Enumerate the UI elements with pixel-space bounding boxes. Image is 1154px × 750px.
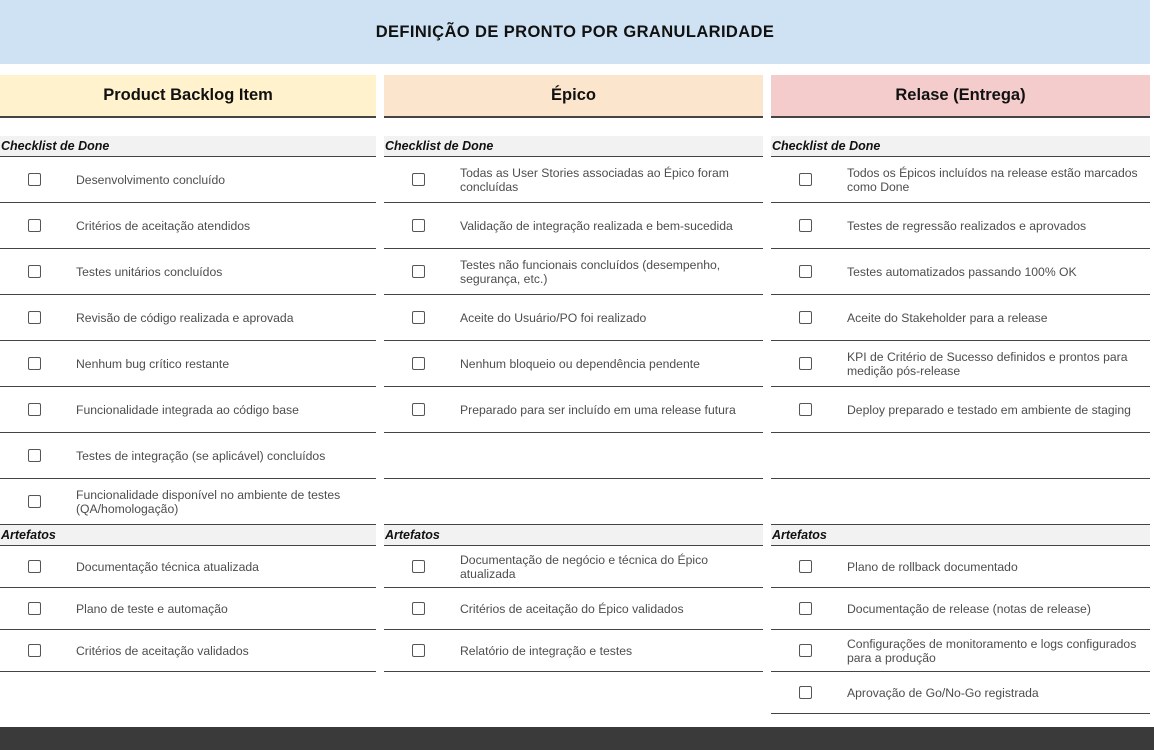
- page-title: DEFINIÇÃO DE PRONTO POR GRANULARIDADE: [375, 22, 775, 41]
- artifact-item: [771, 672, 1150, 714]
- artifact-item: [771, 546, 1150, 588]
- artifact-item: [771, 588, 1150, 630]
- item-label: Todas as User Stories associadas ao Épico foram concluídas: [460, 165, 729, 194]
- checklist-item: [384, 203, 763, 249]
- checkbox[interactable]: [412, 602, 425, 615]
- item-label: Funcionalidade integrada ao código base: [76, 402, 299, 417]
- item-label: Deploy preparado e testado em ambiente de staging: [847, 402, 1131, 417]
- empty-row: [771, 479, 1150, 525]
- checkbox[interactable]: [799, 644, 812, 657]
- item-label: Aceite do Usuário/PO foi realizado: [460, 310, 647, 325]
- empty-row: [384, 433, 763, 479]
- artifact-item: [384, 546, 763, 588]
- checklist-item: [384, 295, 763, 341]
- item-label: Testes de integração (se aplicável) concluídos: [76, 448, 326, 463]
- item-label: Testes não funcionais concluídos (desempenho, segurança, etc.): [460, 257, 721, 286]
- checkbox[interactable]: [412, 560, 425, 573]
- checkbox[interactable]: [28, 602, 41, 615]
- checkbox[interactable]: [412, 265, 425, 278]
- checklist-item: [771, 341, 1150, 387]
- section-artifacts-label: Artefatos: [384, 525, 763, 546]
- checklist-item: [384, 387, 763, 433]
- section-checklist-label: Checklist de Done: [384, 136, 763, 157]
- artifact-item: [771, 630, 1150, 672]
- column-header-epic: Épico: [384, 75, 763, 118]
- checkbox[interactable]: [28, 311, 41, 324]
- footer-bar: [0, 727, 1154, 750]
- checkbox[interactable]: [412, 357, 425, 370]
- column-epic: [384, 75, 763, 672]
- page-banner: [0, 0, 1150, 64]
- checkbox[interactable]: [799, 602, 812, 615]
- empty-row: [384, 479, 763, 525]
- section-artifacts-label: Artefatos: [771, 525, 1150, 546]
- checkbox[interactable]: [412, 403, 425, 416]
- checklist-item: [0, 433, 376, 479]
- item-label: Nenhum bloqueio ou dependência pendente: [460, 356, 700, 371]
- column-header-release: Relase (Entrega): [771, 75, 1150, 118]
- item-label: Testes de regressão realizados e aprovados: [847, 218, 1087, 233]
- section-artifacts-label: Artefatos: [0, 525, 376, 546]
- item-label: Testes unitários concluídos: [76, 264, 223, 279]
- artifact-item: [0, 630, 376, 672]
- item-label: Plano de teste e automação: [76, 601, 228, 616]
- item-label: Nenhum bug crítico restante: [76, 356, 230, 371]
- checkbox[interactable]: [799, 265, 812, 278]
- checkbox[interactable]: [799, 173, 812, 186]
- checklist-item: [384, 157, 763, 203]
- item-label: Configurações de monitoramento e logs configurados para a produção: [847, 636, 1137, 665]
- item-label: KPI de Critério de Sucesso definidos e prontos para medição pós-release: [847, 349, 1128, 378]
- checklist-item: [771, 203, 1150, 249]
- artifact-item: [384, 588, 763, 630]
- item-label: Preparado para ser incluído em uma release futura: [460, 402, 736, 417]
- empty-row: [771, 433, 1150, 479]
- checkbox[interactable]: [799, 403, 812, 416]
- checklist-item: [0, 341, 376, 387]
- column-release: [771, 75, 1150, 714]
- item-label: Aceite do Stakeholder para a release: [847, 310, 1048, 325]
- item-label: Documentação de release (notas de release): [847, 601, 1091, 616]
- checkbox[interactable]: [28, 357, 41, 370]
- artifact-item: [0, 588, 376, 630]
- checklist-item: [771, 387, 1150, 433]
- checkbox[interactable]: [28, 173, 41, 186]
- item-label: Desenvolvimento concluído: [76, 172, 226, 187]
- checklist-item: [384, 249, 763, 295]
- artifact-item: [0, 546, 376, 588]
- item-label: Critérios de aceitação atendidos: [76, 218, 251, 233]
- section-checklist-label: Checklist de Done: [0, 136, 376, 157]
- section-checklist-label: Checklist de Done: [771, 136, 1150, 157]
- checkbox[interactable]: [28, 403, 41, 416]
- checklist-item: [771, 249, 1150, 295]
- item-label: Documentação técnica atualizada: [76, 559, 259, 574]
- checklist-item: [0, 387, 376, 433]
- item-label: Todos os Épicos incluídos na release estão marcados como Done: [847, 165, 1138, 194]
- item-label: Critérios de aceitação validados: [76, 643, 249, 658]
- column-pbi: [0, 75, 376, 672]
- checkbox[interactable]: [412, 173, 425, 186]
- checklist-item: [0, 249, 376, 295]
- column-header-pbi: Product Backlog Item: [0, 75, 376, 118]
- item-label: Revisão de código realizada e aprovada: [76, 310, 294, 325]
- checkbox[interactable]: [412, 644, 425, 657]
- checkbox[interactable]: [412, 219, 425, 232]
- checkbox[interactable]: [799, 686, 812, 699]
- item-label: Relatório de integração e testes: [460, 643, 633, 658]
- checkbox[interactable]: [412, 311, 425, 324]
- checklist-item: [771, 157, 1150, 203]
- item-label: Testes automatizados passando 100% OK: [847, 264, 1077, 279]
- item-label: Validação de integração realizada e bem-sucedida: [460, 218, 733, 233]
- item-label: Plano de rollback documentado: [847, 559, 1018, 574]
- checkbox[interactable]: [799, 560, 812, 573]
- checklist-item: [0, 479, 376, 525]
- checklist-item: [384, 341, 763, 387]
- checkbox[interactable]: [28, 644, 41, 657]
- checkbox[interactable]: [799, 311, 812, 324]
- checkbox[interactable]: [28, 449, 41, 462]
- checklist-item: [0, 295, 376, 341]
- checklist-item: [771, 295, 1150, 341]
- item-label: Critérios de aceitação do Épico validados: [460, 601, 684, 616]
- item-label: Documentação de negócio e técnica do Épico atualizada: [460, 552, 708, 581]
- checkbox[interactable]: [799, 357, 812, 370]
- checkbox[interactable]: [28, 495, 41, 508]
- checkbox[interactable]: [799, 219, 812, 232]
- checklist-item: [0, 203, 376, 249]
- checkbox[interactable]: [28, 265, 41, 278]
- checkbox[interactable]: [28, 219, 41, 232]
- checklist-item: [0, 157, 376, 203]
- item-label: Funcionalidade disponível no ambiente de testes (QA/homologação): [76, 487, 341, 516]
- item-label: Aprovação de Go/No-Go registrada: [847, 685, 1039, 700]
- artifact-item: [384, 630, 763, 672]
- checkbox[interactable]: [28, 560, 41, 573]
